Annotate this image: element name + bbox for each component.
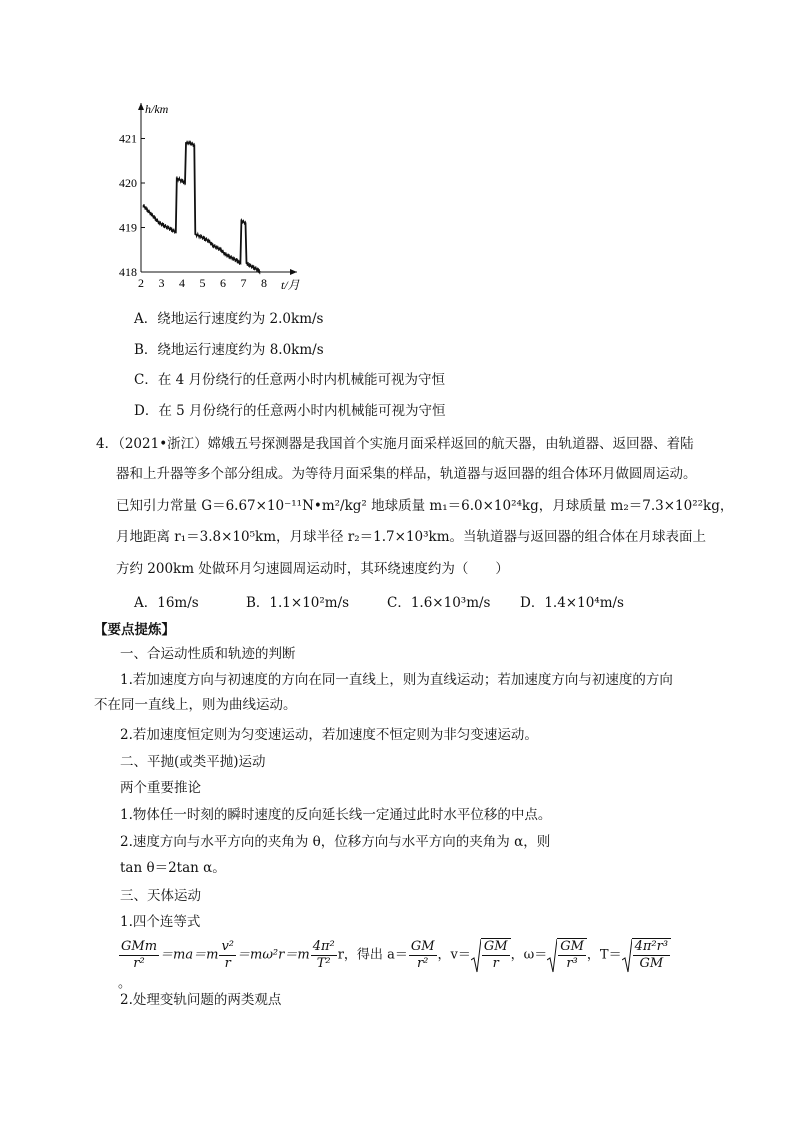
section-3-para-1: 1.四个连等式 <box>120 914 201 930</box>
x-axis-arrow <box>290 269 297 275</box>
section-1-para-2: 2.若加速度恒定则为匀变速运动，若加速度不恒定则为非匀变速运动。 <box>120 727 538 743</box>
formula-eq2: ＝mω²r＝m <box>237 947 310 963</box>
section-3-para-2: 2.处理变轨问题的两类观点 <box>120 992 282 1008</box>
kepler-formula <box>118 938 678 991</box>
q3-option-d: D．在 5 月份绕行的任意两小时内机械能可视为守恒 <box>134 403 446 419</box>
series-noise-0 <box>143 141 260 275</box>
y-axis-arrow <box>138 103 144 110</box>
y-tick-label-418: 418 <box>119 265 137 279</box>
y-tick-label-420: 420 <box>119 176 137 190</box>
y-axis-label: h/km <box>145 102 169 116</box>
q3-option-a: A．绕地运行速度约为 2.0km/s <box>134 311 324 327</box>
q3-option-c: C．在 4 月份绕行的任意两小时内机械能可视为守恒 <box>134 372 446 388</box>
formula-w-label: ，ω＝ <box>510 947 548 963</box>
x-tick-label-8: 8 <box>261 276 267 290</box>
formula-v-label: ，v＝ <box>437 947 471 963</box>
formula-end: 。 <box>118 976 132 991</box>
fraction-gmm-r2: $\frac{\text{GMm}}{\text{r²}}$ <box>121 938 158 971</box>
sqrt-period: $\frac{\text{4π²r³}}{GM}$ <box>622 938 671 972</box>
y-tick-label-421: 421 <box>119 131 137 146</box>
q4-choice-b: B．1.1×10²m/s <box>246 595 350 611</box>
section-1-para-1a: 1.若加速度方向与初速度的方向在同一直线上，则为直线运动；若加速度方向与初速度的方向 <box>120 672 673 688</box>
q4-line-5: 方约 200km 处做环月匀速圆周运动时，其环绕速度约为（ ） <box>116 561 509 577</box>
q4-line-3: 已知引力常量 G＝6.67×10⁻¹¹N•m²/kg² 地球质量 m₁＝6.0×10²⁴kg，月球质量 m₂＝7.3×10²²kg， <box>116 498 734 514</box>
section-2-para-3: tan θ＝2tan α。 <box>120 860 226 876</box>
x-axis-label: t/月 <box>281 278 300 292</box>
x-tick-label-7: 7 <box>240 276 247 290</box>
q4-line-2: 器和上升器等多个部分组成。为等待月面采集的样品，轨道器与返回器的组合体环月做圆周运动。 <box>116 466 697 482</box>
x-tick-label-4: 4 <box>179 276 185 290</box>
formula-t-label: ，T＝ <box>586 947 622 963</box>
summary-heading: 【要点提炼】 <box>94 622 175 638</box>
section-1-title: 一、合运动性质和轨迹的判断 <box>120 646 296 662</box>
q4-line-1: 4．（2021•浙江）嫦娥五号探测器是我国首个实施月面采样返回的航天器，由轨道器、返回器、着陆 <box>96 436 694 452</box>
section-2-para-2: 2.速度方向与水平方向的夹角为 θ，位移方向与水平方向的夹角为 α，则 <box>120 834 551 850</box>
section-3-title: 三、天体运动 <box>120 888 201 904</box>
x-tick-label-5: 5 <box>199 276 206 290</box>
q4-line-4: 月地距离 r₁＝3.8×10⁵km，月球半径 r₂＝1.7×10³km。当轨道器与返回器的组合体在月球表面上 <box>116 529 707 545</box>
formula-eq1: ＝ma＝m <box>160 947 219 963</box>
x-tick-label-2: 2 <box>138 276 144 290</box>
sqrt-gm-r3: $\frac{GM}{\text{r³}}$ <box>547 938 587 972</box>
q4-choice-a: A．16m/s <box>134 595 199 611</box>
q4-choice-c: C．1.6×10³m/s <box>387 595 491 611</box>
series-line-0 <box>143 143 260 272</box>
y-tick-label-419: 419 <box>119 220 137 235</box>
q3-option-b: B．绕地运行速度约为 8.0km/s <box>134 342 324 358</box>
q4-choice-d: D．1.4×10⁴m/s <box>520 595 624 611</box>
fraction-gm-r2: $\frac{GM}{\text{r²}}$ <box>410 938 435 971</box>
x-tick-label-3: 3 <box>158 276 165 290</box>
section-2-title: 二、平抛(或类平抛)运动 <box>120 754 266 770</box>
section-1-para-1b: 不在同一直线上，则为曲线运动。 <box>94 697 297 713</box>
fraction-v2-r: $\frac{\text{v²}}{r}$ <box>221 938 234 971</box>
fraction-4pi2-t2: $\frac{\text{4π²}}{\text{T²}}$ <box>312 938 335 971</box>
x-tick-label-6: 6 <box>220 276 226 290</box>
section-2-para-1: 1.物体任一时刻的瞬时速度的反向延长线一定通过此时水平位移的中点。 <box>120 807 552 823</box>
altitude-chart <box>105 95 315 300</box>
sqrt-gm-r: $\frac{GM}{r}$ <box>471 938 511 972</box>
section-2-subtitle: 两个重要推论 <box>120 780 201 796</box>
formula-eq3: r，得出 a＝ <box>337 947 408 963</box>
